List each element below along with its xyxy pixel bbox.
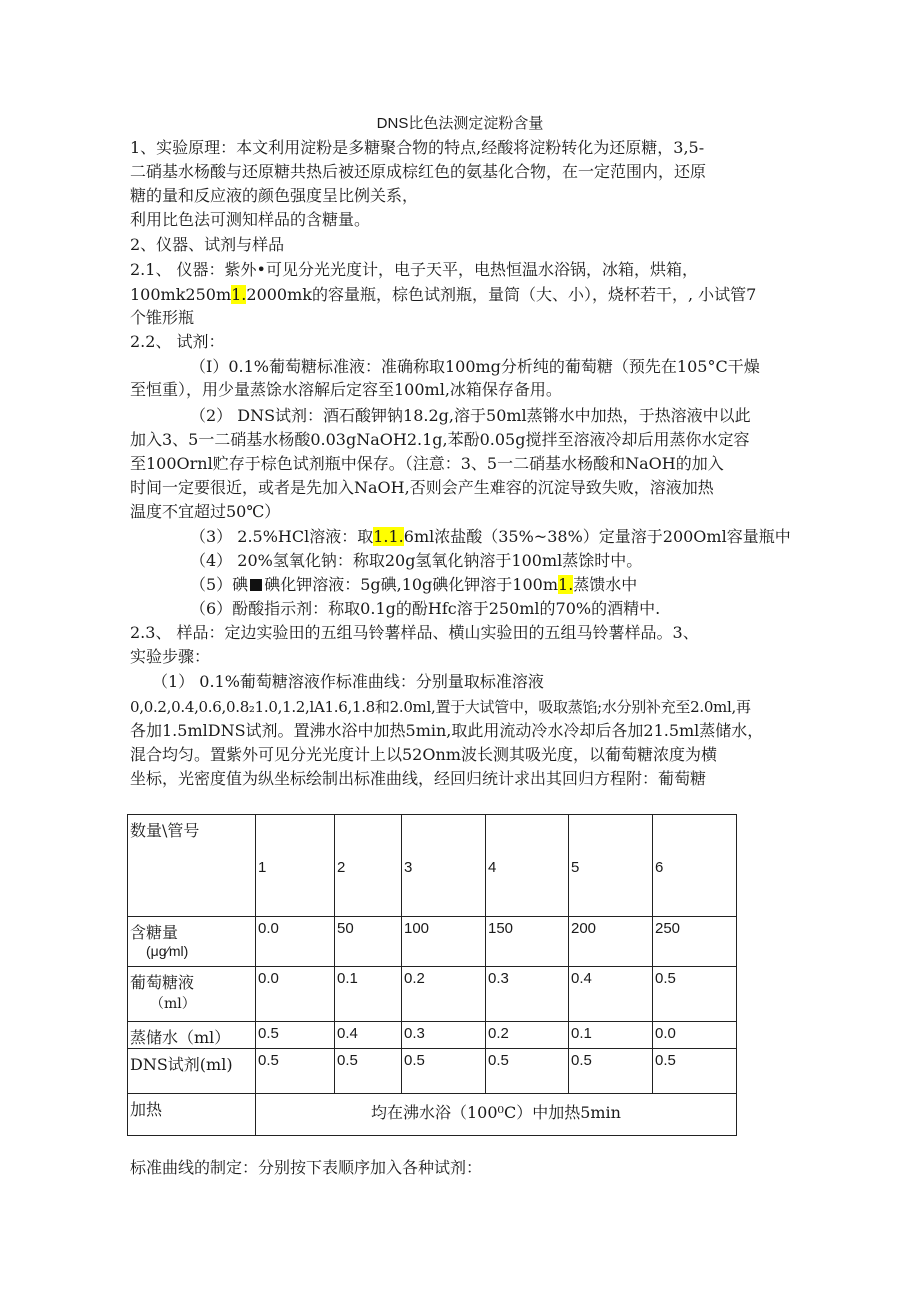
text-line: （2） DNS试剂：酒石酸钾钠18.2g,溶于50ml蒸锵水中加热，于热溶液中以此 (190, 406, 751, 425)
tube-number: 1 (256, 815, 335, 917)
text-line: 坐标，光密度值为纵坐标绘制出标准曲线，经回归统计求出其回归方程附：葡萄糖 (130, 769, 707, 788)
tube-number: 4 (486, 815, 569, 917)
table-cell: 0.1 (569, 1022, 653, 1049)
text-segment: （5）碘 (190, 575, 249, 594)
tube-number: 3 (402, 815, 486, 917)
row-label-text: 葡萄糖液 (130, 973, 195, 992)
table-cell: 0.0 (653, 1022, 737, 1049)
tube-number: 5 (569, 815, 653, 917)
text-segment: 蒸馈水中 (573, 575, 638, 594)
text-line: 混合均匀。置紫外可见分光光度计上以52Onm波长测其吸光度，以葡萄糖浓度为横 (130, 745, 717, 764)
highlighted-text: 1. (231, 285, 247, 304)
table-cell: 0.5 (653, 1049, 737, 1094)
text-line: 时间一定要很近，或者是先加入NaOH,否则会产生难容的沉淀导致失败，溶液加热 (130, 478, 714, 497)
row-label: DNS试剂(ml) (128, 1049, 256, 1094)
text-line (130, 284, 756, 306)
row-label: 蒸储水（ml） (128, 1022, 256, 1049)
table-cell: 0.5 (402, 1049, 486, 1094)
table-cell: 50 (335, 917, 402, 967)
text-line: （6）酚酸指示剂：称取0.1g的酚Hfc溶于250ml的70%的酒精中. (190, 599, 661, 618)
table-row (128, 967, 737, 1022)
table-row (128, 1049, 737, 1094)
text-segment: 6ml浓盐酸（35%~38%）定量溶于200Oml容量瓶中 (403, 527, 791, 546)
table-cell: 0.5 (653, 967, 737, 1022)
reagent-table (127, 814, 737, 1136)
table-header-row (128, 815, 737, 917)
table-cell: 0.5 (486, 1049, 569, 1094)
row-label (128, 917, 256, 967)
text-line: （I）0.1%葡萄糖标准液：准确称取100mg分析纯的葡萄糖（预先在105°C干燥 (190, 357, 760, 376)
text-segment: 100mk250m (130, 285, 232, 304)
table-cell: 0.5 (335, 1049, 402, 1094)
table-row (128, 1094, 737, 1136)
highlighted-text: 1.1. (373, 527, 404, 546)
table-cell: 200 (569, 917, 653, 967)
text-line: 二硝基水杨酸与还原糖共热后被还原成棕红色的氨基化合物，在一定范围内，还原 (130, 162, 707, 181)
text-segment: （3） 2.5%HCl溶液：取 (190, 527, 374, 546)
text-line: 各加1.5mlDNS试剂。置沸水浴中加热5min,取此用流动冷水冷却后各加21.5ml蒸储水， (130, 721, 764, 740)
text-line: 2.3、 样品：定边实验田的五组马铃薯样品、横山实验田的五组马铃薯样品。3、 (130, 623, 699, 642)
text-line: 利用比色法可测知样品的含糖量。 (130, 210, 371, 229)
table-row (128, 917, 737, 967)
page-title: DNS比色法测定淀粉含量 (376, 115, 544, 132)
text-line: （1） 0.1%葡萄糖溶液作标准曲线：分别量取标准溶液 (152, 672, 544, 691)
text-line (190, 526, 791, 548)
table-cell: 100 (402, 917, 486, 967)
row-label: 加热 (128, 1094, 256, 1136)
table-cell: 150 (486, 917, 569, 967)
table-cell: 0.5 (256, 1049, 335, 1094)
table-row (128, 1022, 737, 1049)
black-square-glyph (250, 579, 262, 591)
table-cell: 0.0 (256, 917, 335, 967)
text-line: 至100Ornl贮存于棕色试剂瓶中保存。（注意：3、5一二硝基水杨酸和NaOH的加入 (130, 454, 724, 473)
heat-note: 均在沸水浴（100⁰C）中加热5min (256, 1094, 737, 1136)
table-cell: 0.2 (486, 1022, 569, 1049)
text-line (190, 574, 637, 596)
tube-number: 6 (653, 815, 737, 917)
table-cell: 0.4 (335, 1022, 402, 1049)
text-line: 2.1、 仪器：紫外•可见分光光度计，电子天平，电热恒温水浴锅，冰箱，烘箱， (130, 260, 698, 279)
text-line: 加入3、5一二硝基水杨酸0.03gNaOH2.1g,苯酚0.05g搅拌至溶液冷却后用蒸你水定容 (130, 430, 750, 449)
text-line: 个锥形瓶 (130, 308, 195, 327)
section-heading: 2、仪器、试剂与样品 (130, 235, 285, 254)
table-cell: 0.3 (402, 1022, 486, 1049)
table-cell: 0.3 (486, 967, 569, 1022)
tube-number: 2 (335, 815, 402, 917)
table-cell: 0.5 (256, 1022, 335, 1049)
text-segment: 碘化钾溶液：5g碘,10g碘化钾溶于100m (264, 575, 559, 594)
table-header-label: 数量\管号 (128, 815, 256, 917)
text-line: 糖的量和反应液的颜色强度呈比例关系， (130, 186, 419, 205)
table-cell: 0.2 (402, 967, 486, 1022)
text-segment: 2000mk的容量瓶，棕色试剂瓶，量筒（大、小），烧杯若干，, 小试管7 (246, 285, 757, 304)
text-line: 实验步骤： (130, 647, 211, 666)
text-line: 1、实验原理：本文利用淀粉是多糖聚合物的特点,经酸将淀粉转化为还原糖，3,5- (130, 138, 705, 157)
row-label (128, 967, 256, 1022)
text-line: 温度不宜超过50℃） (130, 502, 281, 521)
section-heading: 2.2、 试剂： (130, 332, 225, 351)
footer-text: 标准曲线的制定：分别按下表顺序加入各种试剂： (130, 1158, 483, 1177)
highlighted-text: 1. (558, 575, 574, 594)
text-line: 0,0.2,0.4,0.6,0.8₂1.0,1.2,lA1.6,1.8和2.0ml,置于大试管中，吸取蒸馅;水分别补充至2.0ml,再 (130, 698, 751, 716)
table-cell: 0.1 (335, 967, 402, 1022)
table-cell: 0.0 (256, 967, 335, 1022)
row-unit: (μg∕ml) (146, 943, 189, 959)
table-cell: 0.5 (569, 1049, 653, 1094)
row-label-text: 含糖量 (130, 923, 179, 942)
text-line: （4） 20%氢氧化钠：称取20g氢氧化钠溶于100ml蒸馀时中。 (190, 551, 643, 570)
table-cell: 250 (653, 917, 737, 967)
text-line: 至恒重），用少量蒸馀水溶解后定容至100ml,冰箱保存备用。 (130, 380, 562, 399)
row-unit: （ml） (150, 996, 196, 1012)
table-cell: 0.4 (569, 967, 653, 1022)
